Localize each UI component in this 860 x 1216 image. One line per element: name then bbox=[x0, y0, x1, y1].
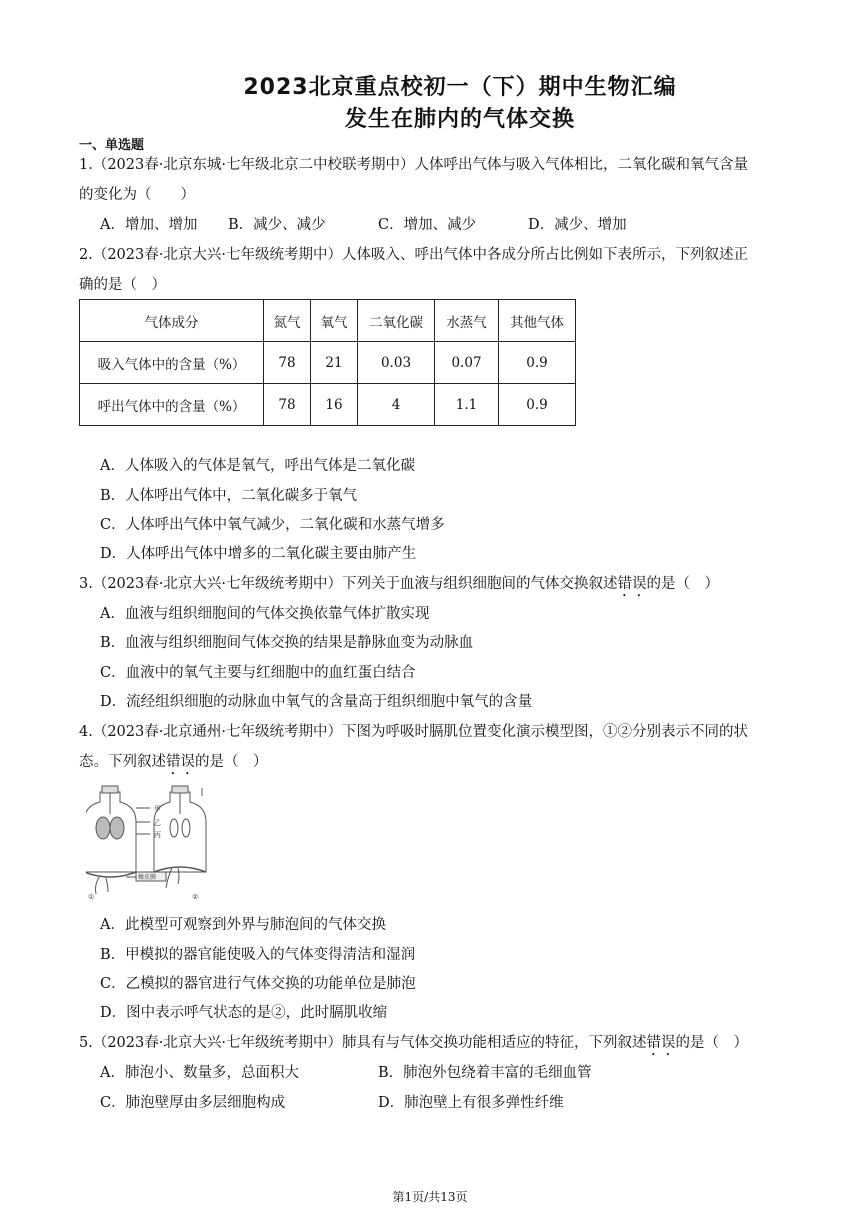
label-rubber-film: 橡皮膜 bbox=[138, 874, 157, 881]
page-number: 第1页/共13页 bbox=[392, 1190, 468, 1204]
q5-stem-emphasis: 错误 bbox=[646, 1035, 676, 1051]
q3-stem-emphasis: 错误 bbox=[617, 576, 647, 592]
q2-option-a: A．人体吸入的气体是氧气，呼出气体是二氧化碳 bbox=[100, 458, 415, 474]
q1-stem-line2: 的变化为（ ） bbox=[79, 187, 195, 203]
table-header-cell: 气体成分 bbox=[80, 300, 264, 342]
q5-stem-line1 bbox=[79, 1031, 748, 1059]
document-title-line2: 发生在肺内的气体交换 bbox=[344, 107, 575, 132]
table-cell: 0.07 bbox=[435, 342, 499, 384]
q4-stem-pre: 态。下列叙述 bbox=[79, 754, 166, 770]
q1-option-c: C．增加、减少 bbox=[378, 217, 477, 233]
table-cell: 78 bbox=[264, 342, 311, 384]
gas-composition-table bbox=[79, 299, 576, 426]
q5-option-b: B．肺泡外包绕着丰富的毛细血管 bbox=[378, 1065, 592, 1081]
q3-option-d: D．流经组织细胞的动脉血中氧气的含量高于组织细胞中氧气的含量 bbox=[100, 694, 533, 710]
q5-stem-post: 的是（ ） bbox=[675, 1035, 748, 1051]
q4-option-d: D．图中表示呼气状态的是②，此时膈肌收缩 bbox=[100, 1005, 388, 1021]
q4-option-b: B．甲模拟的器官能使吸入的气体变得清洁和湿润 bbox=[100, 947, 416, 963]
q4-option-a: A．此模型可观察到外界与肺泡间的气体交换 bbox=[100, 917, 386, 933]
table-cell: 呼出气体中的含量（%） bbox=[80, 384, 264, 426]
table-cell: 0.03 bbox=[358, 342, 435, 384]
label-bing: 丙 bbox=[154, 831, 161, 839]
table-cell: 21 bbox=[311, 342, 358, 384]
q5-option-d: D．肺泡壁上有很多弹性纤维 bbox=[378, 1095, 564, 1111]
table-header-cell: 水蒸气 bbox=[435, 300, 499, 342]
label-jia: 甲 bbox=[154, 805, 161, 813]
label-state-2: ② bbox=[192, 893, 199, 901]
q1-option-a: A．增加、增加 bbox=[100, 217, 198, 233]
q3-option-c: C．血液中的氧气主要与红细胞中的血红蛋白结合 bbox=[100, 665, 416, 681]
q4-option-c: C．乙模拟的器官进行气体交换的功能单位是肺泡 bbox=[100, 976, 416, 992]
table-cell: 0.9 bbox=[499, 342, 576, 384]
q3-option-b: B．血液与组织细胞间气体交换的结果是静脉血变为动脉血 bbox=[100, 635, 474, 651]
q3-stem-post: 的是（ ） bbox=[646, 576, 719, 592]
document-title-line1: 2023北京重点校初一（下）期中生物汇编 bbox=[243, 75, 677, 100]
label-yi: 乙 bbox=[154, 819, 161, 827]
table-cell: 0.9 bbox=[499, 384, 576, 426]
table-header-cell: 氮气 bbox=[264, 300, 311, 342]
table-header-row bbox=[80, 300, 576, 342]
table-header-cell: 氧气 bbox=[311, 300, 358, 342]
q1-stem-line1: 1.（2023春·北京东城·七年级北京二中校联考期中）人体呼出气体与吸入气体相比，二氧化碳和氧气含量 bbox=[79, 157, 748, 173]
table-header-cell: 其他气体 bbox=[499, 300, 576, 342]
table-cell: 16 bbox=[311, 384, 358, 426]
q4-stem-post: 的是（ ） bbox=[195, 754, 268, 770]
q2-option-d: D．人体呼出气体中增多的二氧化碳主要由肺产生 bbox=[100, 546, 417, 562]
q4-stem-line1: 4.（2023春·北京通州·七年级统考期中）下图为呼吸时膈肌位置变化演示模型图，①②分别表示不同的状 bbox=[79, 724, 748, 740]
q3-stem-line1 bbox=[79, 572, 719, 600]
q4-stem-line2 bbox=[79, 750, 268, 778]
section-label: 一、单选题 bbox=[79, 138, 145, 153]
q3-stem-pre: 3.（2023春·北京大兴·七年级统考期中）下列关于血液与组织细胞间的气体交换叙述 bbox=[79, 576, 618, 592]
diaphragm-model-figure bbox=[86, 784, 216, 902]
q3-option-a: A．血液与组织细胞间的气体交换依靠气体扩散实现 bbox=[100, 606, 430, 622]
table-header-cell: 二氧化碳 bbox=[358, 300, 435, 342]
q5-option-c: C．肺泡壁厚由多层细胞构成 bbox=[100, 1095, 286, 1111]
table-cell: 4 bbox=[358, 384, 435, 426]
q1-option-d: D．减少、增加 bbox=[528, 217, 627, 233]
table-row bbox=[80, 384, 576, 426]
q2-option-b: B．人体呼出气体中，二氧化碳多于氧气 bbox=[100, 488, 358, 504]
table-row bbox=[80, 342, 576, 384]
table-cell: 1.1 bbox=[435, 384, 499, 426]
q5-stem-pre: 5.（2023春·北京大兴·七年级统考期中）肺具有与气体交换功能相适应的特征，下列叙述 bbox=[79, 1035, 647, 1051]
q5-option-a: A．肺泡小、数量多，总面积大 bbox=[100, 1065, 299, 1081]
table-cell: 78 bbox=[264, 384, 311, 426]
label-state-1: ① bbox=[88, 893, 95, 901]
q4-stem-emphasis: 错误 bbox=[166, 754, 195, 770]
q2-stem-line1: 2.（2023春·北京大兴·七年级统考期中）人体吸入、呼出气体中各成分所占比例如下表所示，下列叙述正 bbox=[79, 247, 748, 263]
table-cell: 吸入气体中的含量（%） bbox=[80, 342, 264, 384]
q1-option-b: B．减少、减少 bbox=[228, 217, 326, 233]
q2-stem-line2: 确的是（ ） bbox=[79, 277, 166, 293]
q2-option-c: C．人体呼出气体中氧气减少，二氧化碳和水蒸气增多 bbox=[100, 517, 445, 533]
